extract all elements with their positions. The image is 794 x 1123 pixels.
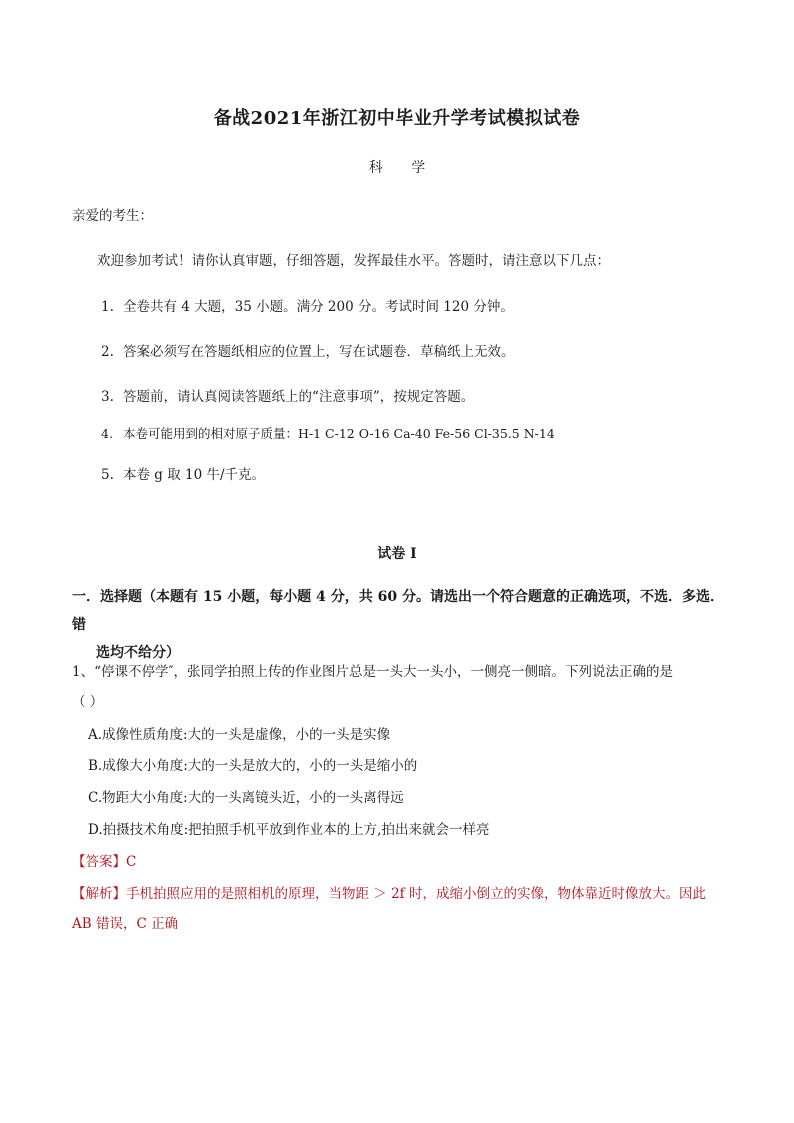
option-a: A.成像性质角度:大的一头是虚像，小的一头是实像 — [88, 727, 391, 743]
answer-value: C — [126, 854, 137, 870]
analysis-block — [72, 879, 732, 939]
greeting-text: 亲爱的考生： — [72, 208, 153, 224]
note-item-5 — [101, 463, 265, 483]
note-text: 本卷可能用到的相对原子质量：H-1 C-12 O-16 Ca-40 Fe-56 Cl-35.5 N-14 — [123, 426, 555, 441]
intro-text: 欢迎参加考试！请你认真审题，仔细答题，发挥最佳水平。答题时，请注意以下几点： — [97, 253, 610, 269]
note-item-2 — [101, 340, 515, 360]
analysis-line1: 手机拍照应用的是照相机的原理，当物距 ＞ 2f 时，成缩小倒立的实像，物体靠近时像放大。因此 — [126, 886, 706, 902]
part-heading-line1: 一．选择题（本题有 15 小题，每小题 4 分，共 60 分。请选出一个符合题意的正确选项，不选．多选．错 — [72, 589, 724, 633]
option-c: C.物距大小角度:大的一头离镜头近，小的一头离得远 — [88, 790, 404, 806]
subject-label: 科 学 — [368, 160, 438, 176]
note-text: 答题前，请认真阅读答题纸上的“注意事项”，按规定答题。 — [123, 389, 475, 405]
option-d: D.拍摄技术角度:把拍照手机平放到作业本的上方,拍出来就会一样亮 — [88, 822, 490, 838]
question-stem-line2: （ ） — [72, 694, 104, 710]
part-heading — [72, 583, 732, 667]
note-item-3 — [101, 385, 474, 405]
exam-title: 备战2021年浙江初中毕业升学考试模拟试卷 — [213, 108, 581, 129]
note-number: 1. — [101, 299, 114, 315]
analysis-label: 【解析】 — [72, 886, 126, 902]
note-item-4 — [101, 424, 555, 442]
question-1-stem — [72, 657, 732, 717]
analysis-line2: AB 错误，C 正确 — [72, 916, 179, 932]
answer-line — [72, 850, 136, 870]
note-number: 2. — [101, 344, 114, 360]
note-number: 3. — [101, 389, 114, 405]
note-number: 4. — [101, 426, 113, 441]
option-b: B.成像大小角度:大的一头是放大的，小的一头是缩小的 — [88, 758, 418, 774]
question-stem-line1: 1、“停课不停学″，张同学拍照上传的作业图片总是一头大一头小，一侧亮一侧暗。下列说法正确的是 — [72, 664, 674, 680]
section-title: 试卷 I — [377, 546, 417, 562]
note-number: 5. — [101, 467, 114, 483]
note-item-1 — [101, 295, 514, 315]
part-heading-line2: 选均不给分） — [96, 645, 180, 661]
note-text: 全卷共有 4 大题，35 小题。满分 200 分。考试时间 120 分钟。 — [123, 299, 514, 315]
note-text: 答案必须写在答题纸相应的位置上，写在试题卷．草稿纸上无效。 — [123, 344, 515, 360]
answer-label: 【答案】 — [72, 854, 126, 870]
note-text: 本卷 g 取 10 牛/千克。 — [123, 467, 266, 483]
